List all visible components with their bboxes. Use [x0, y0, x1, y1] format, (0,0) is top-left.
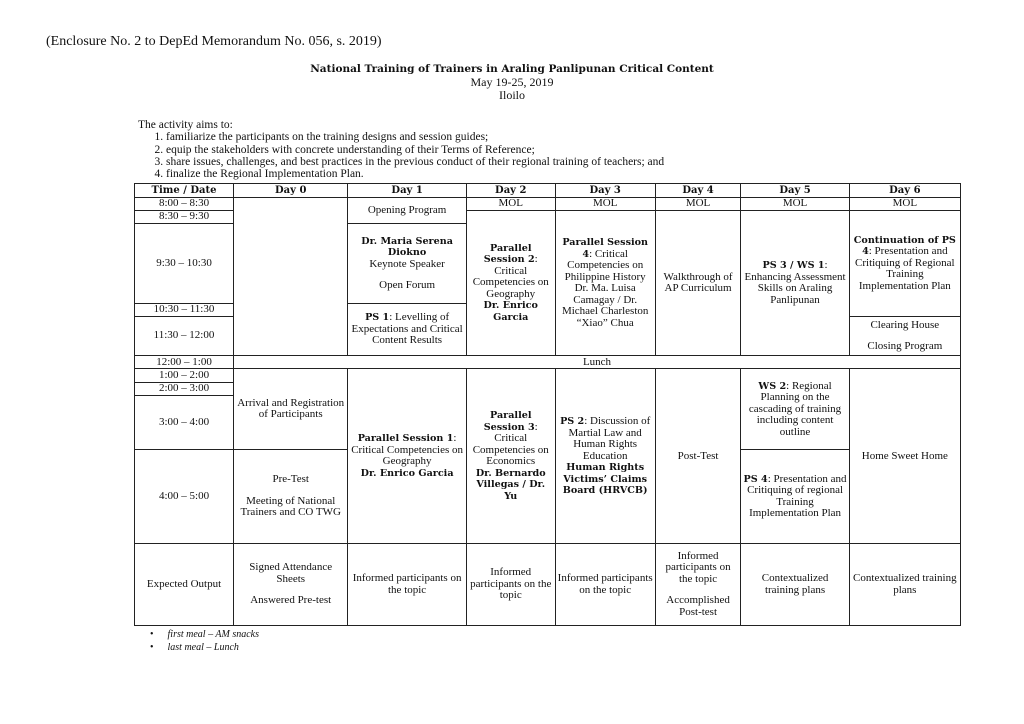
time-cell: 8:30 – 9:30	[135, 211, 234, 224]
lunch-cell: Lunch	[234, 356, 961, 369]
header-day5: Day 5	[741, 184, 849, 198]
time-cell: 3:00 – 4:00	[135, 396, 234, 450]
day5-mol: MOL	[741, 198, 849, 211]
output-b: Answered Pre-test	[250, 594, 332, 607]
time-cell: 8:00 – 8:30	[135, 198, 234, 211]
day4-post-test: Post-Test	[655, 369, 741, 544]
meeting: Meeting of National Trainers and CO TWG	[240, 494, 341, 519]
row-expected-output	[135, 544, 961, 626]
day3-ps2	[555, 369, 655, 544]
session-text: : Regional Planning on the cascading of training including content outline	[748, 379, 842, 438]
day2-output: Informed participants on the topic	[466, 544, 555, 626]
header-row	[135, 184, 961, 198]
day5-ws2	[741, 369, 849, 450]
session-text: : Critical Competencies on Geography	[472, 253, 549, 300]
session-label: Parallel Session 3	[483, 410, 535, 433]
output-a: Informed participants on the topic	[665, 549, 731, 585]
header-day0: Day 0	[234, 184, 348, 198]
meal-notes	[150, 628, 259, 654]
session-speaker: Human Rights Victims’ Claims Board (HRVCB)	[562, 462, 648, 497]
header-day4: Day 4	[655, 184, 741, 198]
day1-parallel-session-1	[348, 369, 466, 544]
document-venue: Iloilo	[499, 88, 525, 102]
time-cell: 11:30 – 12:00	[135, 317, 234, 356]
aim-item: 2. equip the stakeholders with concrete understanding of their Terms of Reference;	[166, 144, 664, 156]
day6-home: Home Sweet Home	[849, 369, 960, 544]
day0-morning-empty	[234, 198, 348, 356]
closing-program: Closing Program	[867, 340, 943, 353]
day1-keynote	[348, 224, 466, 304]
keynote-speaker: Dr. Maria Serena Diokno	[361, 235, 453, 259]
session-speaker: Dr. Enrico Garcia	[360, 467, 454, 479]
day4-output	[655, 544, 741, 626]
time-cell: 2:00 – 3:00	[135, 382, 234, 395]
day3-mol: MOL	[555, 198, 655, 211]
session-label: PS 4	[743, 473, 768, 485]
time-cell: 9:30 – 10:30	[135, 224, 234, 304]
aim-item: 3. share issues, challenges, and best practices in the previous conduct of their regional training of teachers; and	[166, 156, 664, 168]
header-day3: Day 3	[555, 184, 655, 198]
day2-parallel-session-3	[466, 369, 555, 544]
enclosure-note: (Enclosure No. 2 to DepEd Memorandum No. 056, s. 2019)	[46, 34, 382, 49]
pretest: Pre-Test	[272, 473, 309, 486]
session-speaker: Dr. Bernardo Villegas / Dr. Yu	[475, 467, 546, 502]
meal-note: • last meal – Lunch	[150, 641, 259, 654]
session-speaker: Dr. Enrico Garcia	[483, 300, 538, 323]
day4-mol: MOL	[655, 198, 741, 211]
aims-intro: The activity aims to:	[138, 119, 233, 131]
session-text: : Enhancing Assessment Skills on Araling Panlipunan	[744, 259, 846, 306]
session-label: Parallel Session 4	[562, 237, 648, 260]
day6-mol: MOL	[849, 198, 960, 211]
title-block	[0, 63, 1024, 102]
keynote-role: Keynote Speaker	[369, 257, 445, 270]
session-text: : Levelling of Expectations and Critical Content Results	[351, 311, 463, 347]
time-cell: 12:00 – 1:00	[135, 356, 234, 369]
day5-output: Contextualized training plans	[741, 544, 849, 626]
session-text: : Critical Competencies on Philippine History Dr. Ma. Luisa Camagay / Dr. Michael Charleston “Xiao” Chua	[561, 247, 649, 329]
day6-output: Contextualized training plans	[849, 544, 960, 626]
day1-ps1	[348, 304, 466, 356]
time-cell: Expected Output	[135, 544, 234, 626]
session-label: Parallel Session 1	[357, 433, 454, 445]
session-text: : Presentation and Critiquing of Regional Training Implementation Plan	[855, 245, 955, 292]
day3-output: Informed participants on the topic	[555, 544, 655, 626]
header-day6: Day 6	[849, 184, 960, 198]
day1-output: Informed participants on the topic	[348, 544, 466, 626]
aim-item: 1. familiarize the participants on the training designs and session guides;	[166, 131, 664, 143]
day2-parallel-session-2	[466, 211, 555, 356]
session-text: : Presentation and Critiquing of regional Training Implementation Plan	[747, 472, 847, 520]
output-b: Accomplished Post-test	[666, 594, 730, 618]
header-day1: Day 1	[348, 184, 466, 198]
session-text: : Discussion of Martial Law and Human Rights Education	[568, 415, 651, 462]
clearing-house: Clearing House	[870, 318, 940, 331]
day3-parallel-session-4	[555, 211, 655, 356]
open-forum: Open Forum	[379, 279, 436, 292]
header-day2: Day 2	[466, 184, 555, 198]
day0-output	[234, 544, 348, 626]
session-label: Continuation of PS 4	[853, 234, 956, 258]
session-text: : Critical Competencies on Economics	[472, 420, 549, 468]
day0-pretest-meeting	[234, 450, 348, 544]
session-label: Parallel Session 2	[483, 242, 535, 266]
session-label: PS 2	[560, 416, 585, 428]
session-label: WS 2	[758, 380, 787, 392]
day0-arrival: Arrival and Registration of Participants	[234, 369, 348, 450]
time-cell: 10:30 – 11:30	[135, 304, 234, 317]
time-cell: 1:00 – 2:00	[135, 369, 234, 382]
document-dates: May 19-25, 2019	[470, 75, 554, 89]
session-label: PS 1	[365, 312, 390, 324]
output-a: Signed Attendance Sheets	[249, 561, 333, 585]
row-0800	[135, 198, 961, 211]
session-text: : Critical Competencies on Geography	[351, 432, 463, 468]
day5-ps4	[741, 450, 849, 544]
meal-note: • first meal – AM snacks	[150, 628, 259, 641]
day2-mol: MOL	[466, 198, 555, 211]
aims-list	[138, 131, 664, 180]
row-1200	[135, 356, 961, 369]
time-cell: 4:00 – 5:00	[135, 450, 234, 544]
day5-ps3-ws1	[741, 211, 849, 356]
header-time: Time / Date	[135, 184, 234, 198]
day4-walkthrough: Walkthrough of AP Curriculum	[655, 211, 741, 356]
aims-section	[138, 119, 664, 180]
document-title: National Training of Trainers in Araling Panlipunan Critical Content	[310, 63, 714, 75]
day6-continuation-ps4	[849, 211, 960, 317]
day1-opening: Opening Program	[348, 198, 466, 224]
day6-clearing-closing	[849, 317, 960, 356]
row-0100	[135, 369, 961, 382]
aim-item: 4. finalize the Regional Implementation Plan.	[166, 168, 664, 180]
schedule-table	[134, 183, 961, 626]
session-label: PS 3 / WS 1	[762, 260, 825, 272]
